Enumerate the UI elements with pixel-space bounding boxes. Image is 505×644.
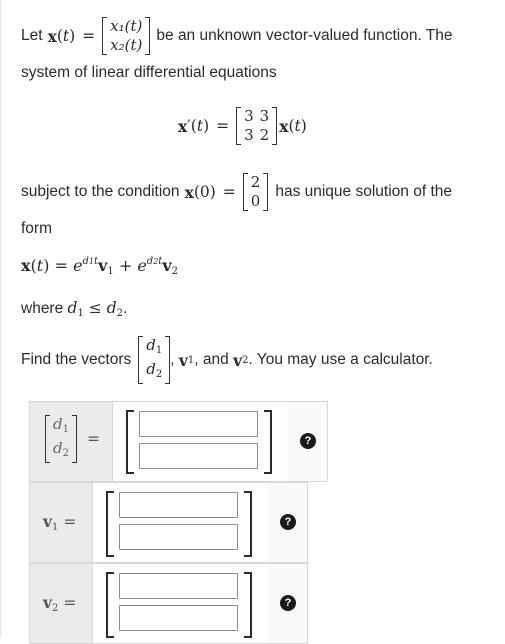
- left-bracket: [106, 491, 114, 557]
- find-mid-comma: ,: [170, 351, 179, 368]
- condition-line: subject to the condition x (0) = 2 0 has unique solution of the: [21, 173, 452, 210]
- find-line: Find the vectors $d_1$ $d_2$ , v 1 , and v 2 . You may use a calculator.: [21, 334, 433, 386]
- x1-component: x₁(t): [110, 17, 143, 35]
- answer-label-v1: $v_1$ =: [30, 483, 93, 562]
- v1-second-input[interactable]: [119, 524, 238, 550]
- answer-field-d: [113, 402, 287, 481]
- d-vector-label: $d_1$ $d_2$: [45, 415, 77, 463]
- intro-line: [21, 12, 453, 60]
- answer-row-d: [29, 401, 328, 482]
- d2-input[interactable]: [139, 443, 258, 469]
- matrix-cell: 3: [244, 126, 254, 144]
- x-symbol: x: [47, 26, 57, 46]
- condition-suffix: has unique solution of the: [275, 183, 452, 200]
- x2-component: x₂(t): [110, 36, 143, 54]
- initial-condition-vector: [243, 173, 269, 211]
- left-bracket: [126, 410, 134, 474]
- right-bracket: [244, 491, 252, 557]
- d-vector: $d_1$ $d_2$: [138, 336, 170, 384]
- left-bracket: [106, 572, 114, 638]
- answer-label-v2: $v_2$ =: [30, 564, 93, 643]
- panel-border: [0, 0, 1, 637]
- right-bracket: [244, 572, 252, 638]
- v2-first-input[interactable]: [119, 573, 238, 599]
- help-icon[interactable]: ?: [280, 595, 296, 611]
- solution-form: $x(t) = e^{d1t}v_1 + e^{d2t}v_2$: [21, 256, 178, 277]
- d1-input[interactable]: [139, 411, 258, 437]
- t-arg: (t): [56, 27, 76, 45]
- matrix-cell: 3: [259, 107, 270, 125]
- intro-rest-text: be an unknown vector-valued function. The: [156, 27, 453, 44]
- where-text: where: [21, 300, 64, 317]
- condition-line-2: form: [21, 220, 52, 237]
- answer-field-v2: [93, 564, 267, 643]
- answer-label-d: $d_1$ $d_2$ =: [30, 402, 113, 481]
- answer-field-v1: [93, 483, 267, 562]
- x-components-vector: [102, 17, 150, 55]
- let-text: Let: [21, 27, 43, 44]
- find-prefix: Find the vectors: [21, 351, 132, 368]
- where-line: where $d_1 \le d_2$.: [21, 299, 128, 319]
- equals-sign: =: [82, 27, 96, 45]
- help-icon[interactable]: ?: [300, 433, 316, 449]
- intro-line-2: system of linear differential equations: [21, 64, 277, 81]
- find-mid: , and: [194, 351, 229, 368]
- help-icon[interactable]: ?: [280, 514, 296, 530]
- system-matrix: [236, 107, 277, 145]
- right-bracket: [264, 410, 272, 474]
- condition-prefix: subject to the condition: [21, 183, 180, 200]
- initial-value: 2: [250, 173, 261, 191]
- v2-second-input[interactable]: [119, 605, 238, 631]
- ode-equation: x ′(t) = 3 3 3 2 x (t): [178, 107, 307, 144]
- matrix-cell: 3: [244, 107, 254, 125]
- initial-value: 0: [250, 192, 261, 210]
- matrix-cell: 2: [259, 126, 270, 144]
- answer-row-v2: [29, 563, 308, 644]
- answer-row-v1: [29, 482, 308, 563]
- find-suffix: . You may use a calculator.: [248, 351, 433, 368]
- v1-first-input[interactable]: [119, 492, 238, 518]
